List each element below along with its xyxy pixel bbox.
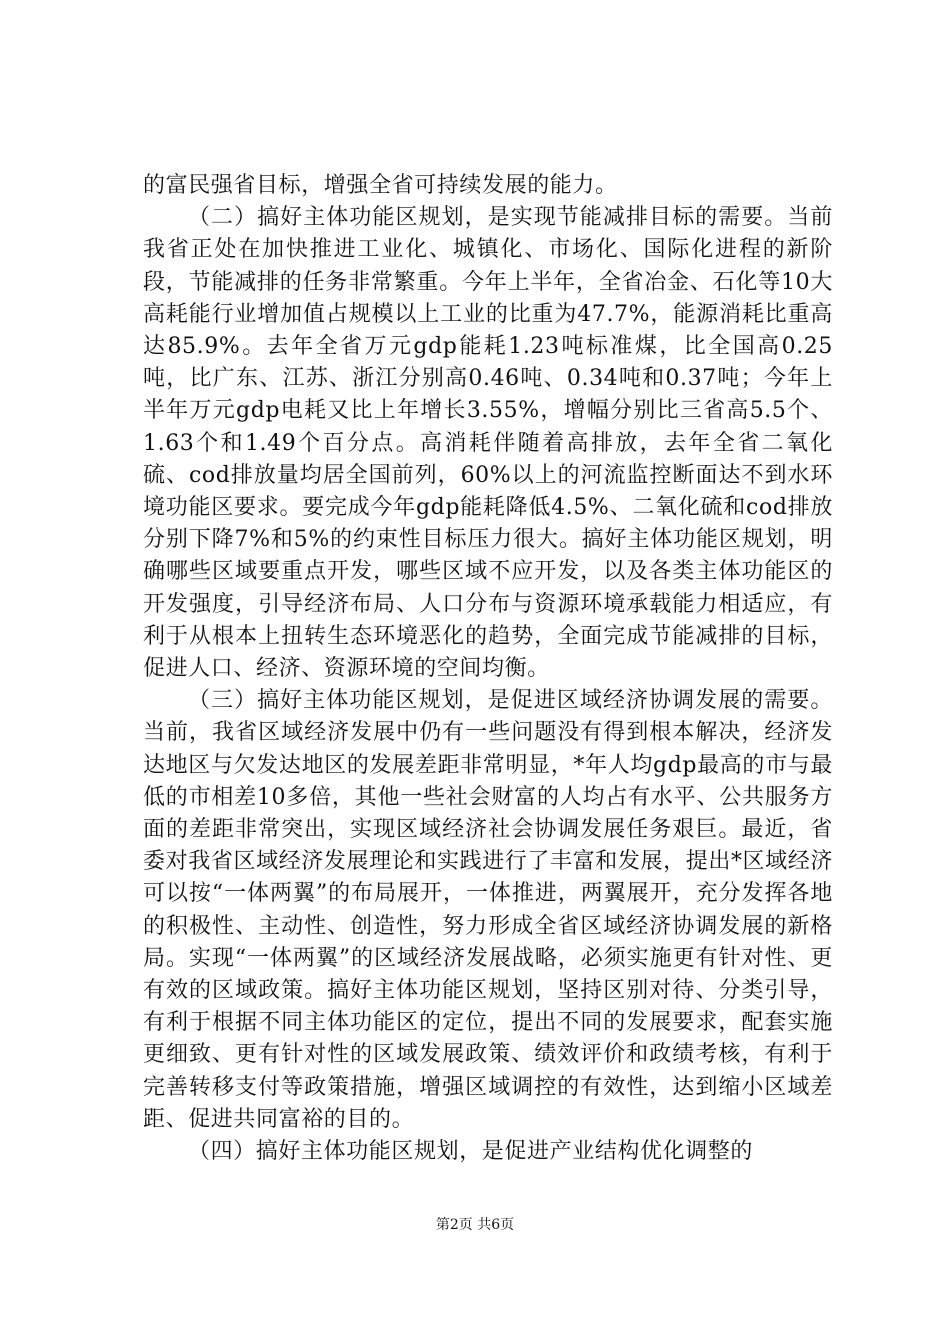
paragraph-section-2: （二）搞好主体功能区规划，是实现节能减排目标的需要。当前我省正处在加快推进工业化、城镇化、市场化、国际化进程的新阶段，节能减排的任务非常繁重。今年上半年，全省冶金、石化等10大高耗能行业增加值占规模以上工业的比重为47.7%，能源消耗比重高达85.9%。去年全省万元gdp能耗1.23吨标准煤，比全国高0.25吨，比广东、江苏、浙江分别高0.46吨、0.34吨和0.37吨；今年上半年万元gdp电耗又比上年增长3.55%，增幅分别比三省高5.5个、1.63个和1.49个百分点。高消耗伴随着高排放，去年全省二氧化硫、cod排放量均居全国前列，60%以上的河流监控断面达不到水环境功能区要求。要完成今年gdp能耗降低4.5%、二氧化硫和cod排放分别下降7%和5%的约束性目标压力很大。搞好主体功能区规划，明确哪些区域要重点开发，哪些区域不应开发，以及各类主体功能区的开发强度，引导经济布局、人口分布与资源环境承载能力相适应，有利于从根本上扭转生态环境恶化的趋势，全面完成节能减排的目标，促进人口、经济、资源环境的空间均衡。 [143,205,833,682]
paragraph-section-4: （四）搞好主体功能区规划，是促进产业结构优化调整的 [188,1139,754,1165]
paragraph-section-3: （三）搞好主体功能区规划，是促进区域经济协调发展的需要。当前，我省区域经济发展中仍有一些问题没有得到根本解决，经济发达地区与欠发达地区的发展差距非常明显，*年人均gdp最高的市与最低的市相差10多倍，其他一些社会财富的人均占有水平、公共服务方面的差距非常突出，实现区域经济社会协调发展任务艰巨。最近，省委对我省区域经济发展理论和实践进行了丰富和发展，提出*区域经济可以按“一体两翼”的布局展开，一体推进，两翼展开，充分发挥各地的积极性、主动性、创造性，努力形成全省区域经济协调发展的新格局。实现“一体两翼”的区域经济发展战略，必须实施更有针对性、更有效的区域政策。搞好主体功能区规划，坚持区别对待、分类引导，有利于根据不同主体功能区的定位，提出不同的发展要求，配套实施更细致、更有针对性的区域发展政策、绩效评价和政绩考核，有利于完善转移支付等政策措施，增强区域调控的有效性，达到缩小区域差距、促进共同富裕的目的。 [143,688,833,1132]
page-number-footer: 第2页 共6页 [435,1217,515,1233]
paragraph-continuation: 的富民强省目标，增强全省可持续发展的能力。 [143,173,618,198]
document-body [143,170,833,1168]
